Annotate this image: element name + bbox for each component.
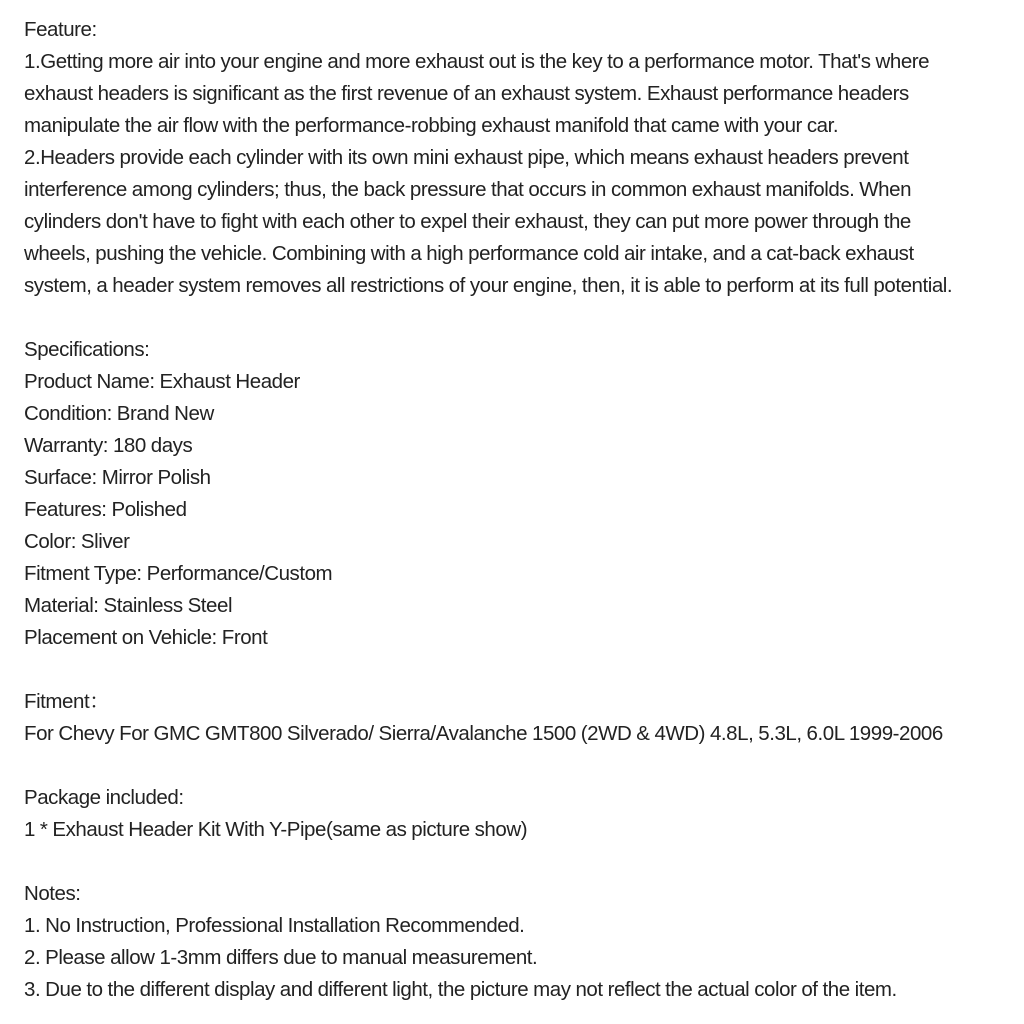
specifications-heading: Specifications: (24, 338, 150, 361)
section-spacer (24, 750, 1014, 782)
spec-item: Warranty: 180 days (24, 434, 193, 457)
section-spacer (24, 846, 1014, 878)
feature-line: exhaust headers is significant as the first revenue of an exhaust system. Exhaust performance headers (24, 82, 909, 105)
spec-item: Condition: Brand New (24, 402, 214, 425)
feature-heading: Feature: (24, 18, 97, 41)
feature-line: wheels, pushing the vehicle. Combining with a high performance cold air intake, and a cat-back exhaust (24, 242, 914, 265)
package-section (24, 782, 1014, 846)
feature-line: system, a header system removes all restrictions of your engine, then, it is able to perform at its full potential. (24, 274, 953, 297)
section-spacer (24, 302, 1014, 334)
note-line: 3. Due to the different display and different light, the picture may not reflect the actual color of the item. (24, 978, 897, 1001)
fitment-line: For Chevy For GMC GMT800 Silverado/ Sierra/Avalanche 1500 (2WD & 4WD) 4.8L, 5.3L, 6.0L 1999-2006 (24, 722, 943, 745)
notes-heading: Notes: (24, 882, 81, 905)
feature-line: 2.Headers provide each cylinder with its own mini exhaust pipe, which means exhaust headers prevent (24, 146, 909, 169)
fitment-heading: Fitment： (24, 690, 110, 713)
package-line: 1 * Exhaust Header Kit With Y-Pipe(same as picture show) (24, 818, 528, 841)
product-description (24, 14, 1014, 1006)
note-line: 2. Please allow 1-3mm differs due to manual measurement. (24, 946, 538, 969)
section-spacer (24, 654, 1014, 686)
package-heading: Package included: (24, 786, 184, 809)
spec-item: Material: Stainless Steel (24, 594, 233, 617)
spec-item: Fitment Type: Performance/Custom (24, 562, 333, 585)
spec-item: Color: Sliver (24, 530, 130, 553)
specifications-section (24, 334, 1014, 654)
feature-line: interference among cylinders; thus, the back pressure that occurs in common exhaust manifolds. When (24, 178, 912, 201)
spec-item: Surface: Mirror Polish (24, 466, 211, 489)
feature-line: manipulate the air flow with the performance-robbing exhaust manifold that came with your car. (24, 114, 839, 137)
feature-line: cylinders don't have to fight with each other to expel their exhaust, they can put more power through the (24, 210, 911, 233)
spec-item: Product Name: Exhaust Header (24, 370, 300, 393)
note-line: 1. No Instruction, Professional Installation Recommended. (24, 914, 525, 937)
spec-item: Features: Polished (24, 498, 187, 521)
feature-line: 1.Getting more air into your engine and more exhaust out is the key to a performance motor. That's where (24, 50, 930, 73)
notes-section (24, 878, 1014, 1006)
feature-section (24, 14, 1014, 302)
fitment-section (24, 686, 1014, 750)
spec-item: Placement on Vehicle: Front (24, 626, 268, 649)
